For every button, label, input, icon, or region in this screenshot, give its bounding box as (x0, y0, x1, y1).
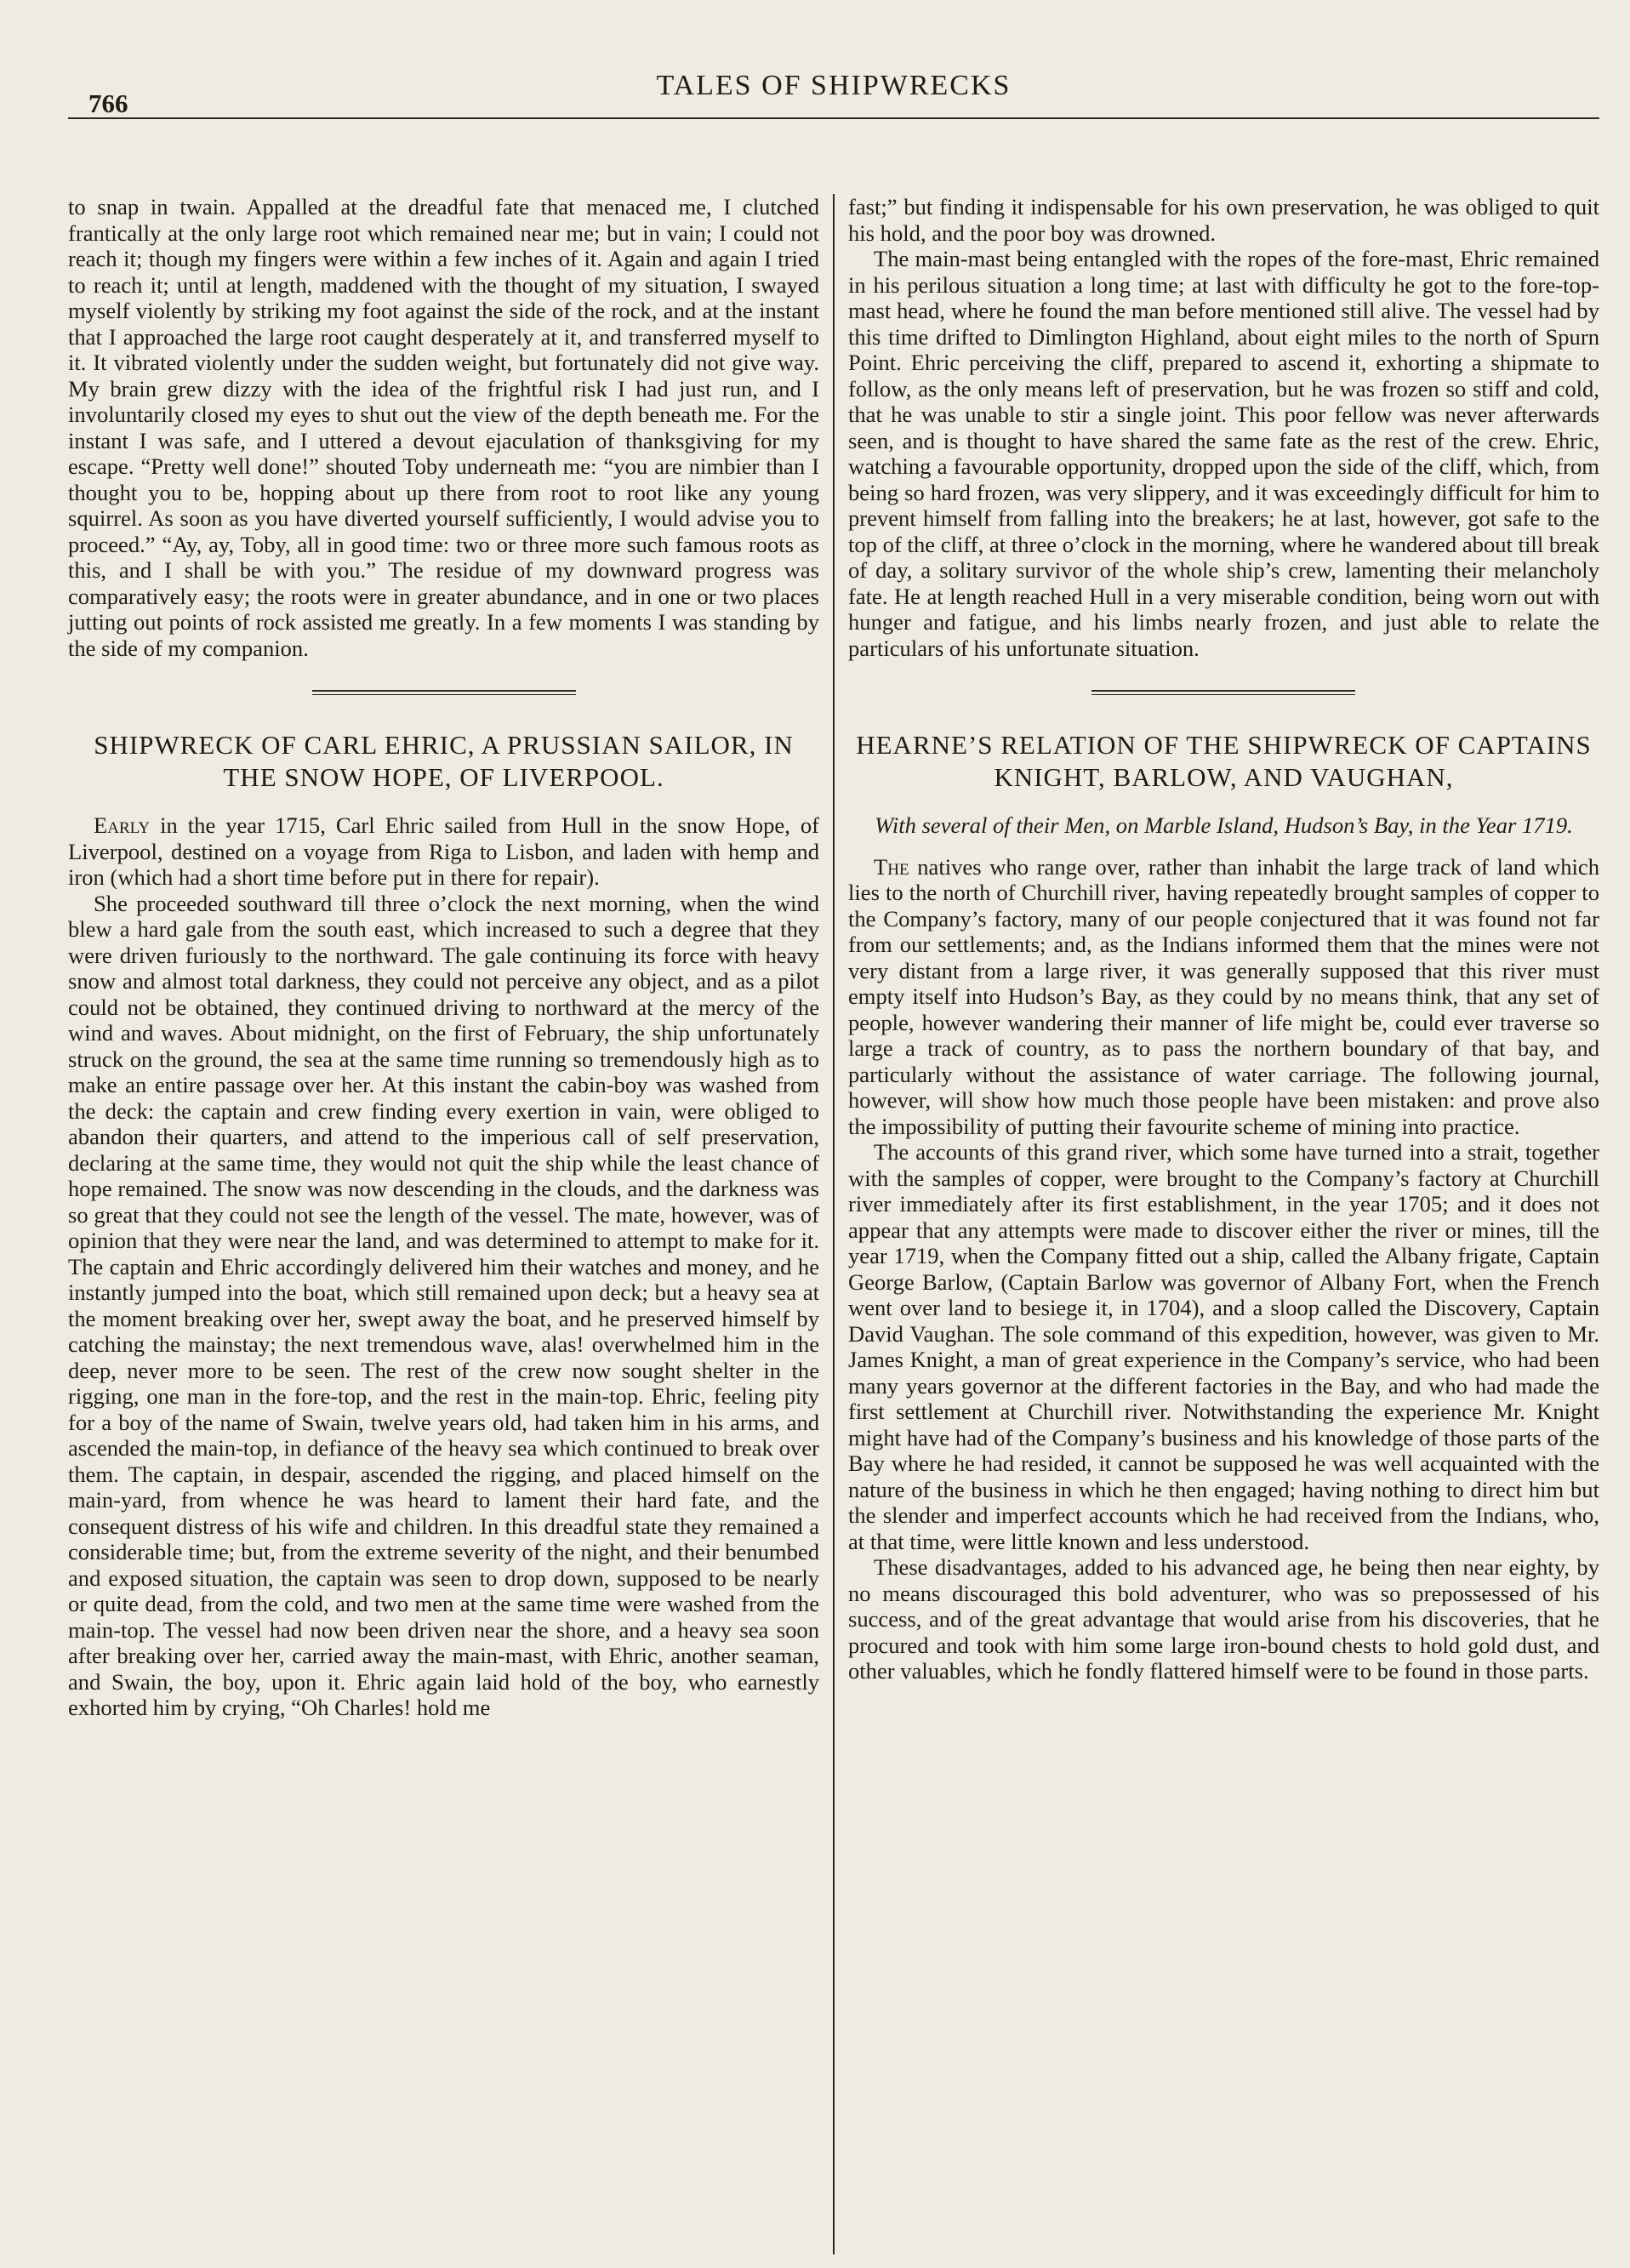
continued-paragraph: fast;” but finding it indispensable for his own preservation, he was obliged to quit his hold, and the poor boy was drowned. (847, 194, 1599, 246)
page-header (68, 60, 1599, 119)
paragraph-text: natives who range over, rather than inhabit the large track of land which lies to the north of Churchill river, having repeatedly brought samples of copper to the Company’s factory, many of our people conjectured that it was found not far from our settlements; and, as the Indians informed them that the mines were not very distant from a large river, it was generally supposed that this river must empty itself into Hudson’s Bay, as they could by no means think, that any set of people, however wandering their manner of life might be, could ever traverse so large a track of country, as to pass the northern boundary of that bay, and particularly without the assistance of water carriage. The following journal, however, will show how much those people have been mistaken: and prove also the impossibility of putting their favourite scheme of mining into practice. (847, 853, 1599, 1139)
text-columns (68, 119, 1599, 2254)
continued-paragraph: to snap in twain. Appalled at the dreadful fate that menaced me, I clutched frantically at the only large root which remained near me; but in vain; I could not reach it; though my fingers were within a few inches of it. Again and again I tried to reach it; until at length, maddened with the thought of my situation, I swayed myself violently by striking my foot against the side of the rock, and at the instant that I approached the large root caught desperately at it, and transferred myself to it. It vibrated violently under the sudden weight, but fortunately did not give way. My brain grew dizzy with the idea of the frightful risk I had just run, and I involuntarily closed my eyes to shut out the view of the depth beneath me. For the instant I was safe, and I uttered a devout ejaculation of thanksgiving for my escape. “Pretty well done!” shouted Toby underneath me: “you are nimbier than I thought you to be, hopping about up there from root to root like any young squirrel. As soon as you have diverted yourself sufficiently, I would advise you to proceed.” “Ay, ay, Toby, all in good time: two or three more such famous roots as this, and I shall be with you.” The residue of my downward progress was comparatively easy; the roots were in greater abundance, and in one or two places jutting out points of rock assisted me greatly. In a few moments I was standing by the side of my companion. (68, 194, 820, 661)
article-paragraph (68, 812, 819, 891)
article-title: HEARNE’S RELATION OF THE SHIPWRECK OF CAPTAINS KNIGHT, BARLOW, AND VAUGHAN, (856, 730, 1592, 792)
right-column (835, 119, 1599, 2254)
section-separator (1091, 690, 1355, 695)
first-word: Early (94, 812, 151, 838)
article-paragraph: The main-mast being entangled with the ropes of the fore-mast, Ehric remained in his perilous situation a long time; at last with difficulty he got to the fore-top-mast head, where he found the man before mentioned still alive. The vessel had by this time drifted to Dimlington Highland, about eight miles to the north of Spurn Point. Ehric perceiving the cliff, prepared to ascend it, exhorting a shipmate to follow, as the only means left of preservation, but he was frozen so stiff and cold, that he was unable to stir a single joint. This poor fellow was never afterwards seen, and is thought to have shared the same fate as the rest of the crew. Ehric, watching a favourable opportunity, dropped upon the side of the cliff, which, from being so hard frozen, was very slippery, and it was exceedingly difficult for him to prevent himself from falling into the breakers; he at last, however, got safe to the top of the cliff, at three o’clock in the morning, where he wandered about till break of day, a solitary survivor of the whole ship’s crew, lamenting their melancholy fate. He at length reached Hull in a very miserable condition, being worn out with hunger and fatigue, and his limbs nearly frozen, and just able to relate the particulars of his unfortunate situation. (847, 246, 1599, 661)
article-subtitle: With several of their Men, on Marble Island, Hudson’s Bay, in the Year 1719. (875, 812, 1573, 838)
page-number: 766 (88, 88, 128, 118)
first-word: The (873, 853, 909, 880)
article-paragraph: These disadvantages, added to his advanced age, he being then near eighty, by no means discouraged this bold adventurer, who was so prepossessed of his success, and of the great advantage that would arise from his discoveries, that he procured and took with him some large iron-bound chests to hold gold dust, and other valuables, which he fondly flattered himself were to be found in those parts. (847, 1554, 1599, 1684)
article-paragraph: The accounts of this grand river, which some have turned into a strait, together with the samples of copper, were brought to the Company’s factory at Churchill river immediately after its first establishment, in the year 1705; and it does not appear that any attempts were made to discover either the river or mines, till the year 1719, when the Company fitted out a ship, called the Albany frigate, Captain George Barlow, (Captain Barlow was governor of Albany Fort, when the French went over land to besiege it, in 1704), and a sloop called the Discovery, Captain David Vaughan. The sole command of this expedition, however, was given to Mr. James Knight, a man of great experience in the Company’s service, who had been many years governor at the different factories in the Bay, and who had made the first settlement at Churchill river. Notwithstanding the experience Mr. Knight might have had of the Company’s business and his knowledge of those parts of the Bay where he had resided, it cannot be supposed he was well acquainted with the nature of the business in which he then engaged; having nothing to direct him but the slender and imperfect accounts which he had received from the Indians, who, at that time, were little known and less understood. (847, 1139, 1599, 1554)
article-paragraph (848, 854, 1599, 1140)
paragraph-text: in the year 1715, Carl Ehric sailed from Hull in the snow Hope, of Liverpool, destined on a voyage from Riga to Lisbon, and laden with hemp and iron (which had a short time before put in there for repair). (68, 812, 820, 890)
article-title: SHIPWRECK OF CARL EHRIC, A PRUSSIAN SAILOR, IN THE SNOW HOPE, OF LIVERPOOL. (94, 730, 794, 792)
section-separator (312, 690, 576, 695)
left-column (68, 119, 833, 2254)
running-title: TALES OF SHIPWRECKS (656, 70, 1012, 101)
article-paragraph: She proceeded southward till three o’clock the next morning, when the wind blew a hard gale from the south east, which increased to such a degree that they were driven furiously to the northward. The gale continuing its force with heavy snow and almost total darkness, they could not perceive any object, and as a pilot could not be obtained, they continued driving to northward at the mercy of the wind and waves. About midnight, on the first of February, the ship unfortunately struck on the ground, the sea at the same time running so tremendously high as to make an entire passage over her. At this instant the cabin-boy was washed from the deck: the captain and crew finding every exertion in vain, were obliged to abandon their quarters, and attend to the imperious call of self preservation, declaring at the same time, they would not quit the ship while the least chance of hope remained. The snow was now descending in the clouds, and the darkness was so great that they could not see the length of the vessel. The mate, however, was of opinion that they were near the land, and was determined to attempt to make for it. The captain and Ehric accordingly delivered him their watches and money, and he instantly jumped into the boat, which still remained upon deck; but a heavy sea at the moment breaking over her, swept away the boat, and he preserved himself by catching the mainstay; the next tremendous wave, alas! overwhelmed him in the deep, never more to be seen. The rest of the crew now sought shelter in the rigging, one man in the fore-top, and the rest in the main-top. Ehric, feeling pity for a boy of the name of Swain, twelve years old, had taken him in his arms, and ascended the main-top, in defiance of the heavy sea which continued to break over them. The captain, in despair, ascended the rigging, and placed himself on the main-yard, from whence he was heard to lament their hard fate, and the consequent distress of his wife and children. In this dreadful state they remained a considerable time; but, from the extreme severity of the night, and their benumbed and exposed situation, the captain was seen to drop down, supposed to be nearly or quite dead, from the cold, and two men at the same time were washed from the main-top. The vessel had now been driven near the shore, and a heavy sea soon after breaking over her, carried away the main-mast, with Ehric, another seaman, and Swain, the boy, upon it. Ehric again laid hold of the boy, who earnestly exhorted him by crying, “Oh Charles! hold me (68, 890, 820, 1720)
